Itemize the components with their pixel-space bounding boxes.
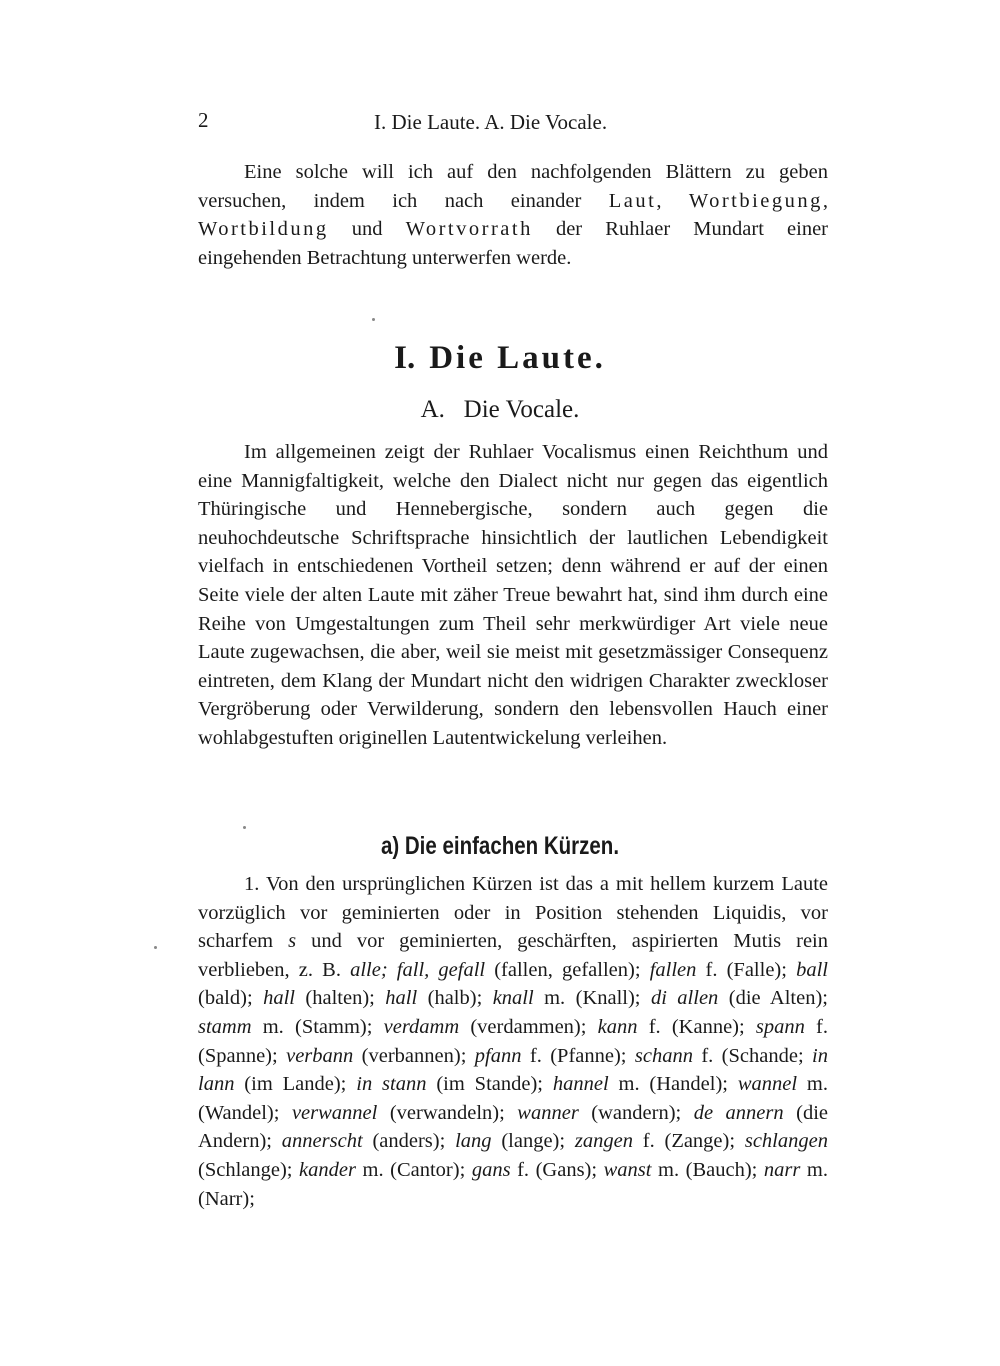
rule-1-dialect-form: hall bbox=[263, 987, 295, 1010]
rule-1-dialect-form: s bbox=[288, 930, 297, 953]
rule-1-text-run: m. (Knall); bbox=[533, 987, 651, 1010]
rule-1-dialect-form: kander bbox=[299, 1158, 356, 1181]
rule-1-dialect-form: verdamm bbox=[383, 1015, 460, 1038]
rule-1-dialect-form: pfann bbox=[474, 1044, 522, 1067]
intro-text-run: und bbox=[328, 218, 406, 241]
rule-1-dialect-form: narr bbox=[763, 1158, 801, 1181]
rule-1-text-run: (halten); bbox=[294, 987, 386, 1010]
section-letter: A. bbox=[420, 396, 445, 423]
print-speck bbox=[372, 318, 375, 321]
page-header bbox=[198, 108, 828, 138]
rule-1-text-run: m. (Cantor); bbox=[355, 1158, 472, 1181]
chapter-heading bbox=[0, 340, 1000, 377]
rule-1-text-run: m. (Bauch); bbox=[651, 1158, 764, 1181]
rule-1-text-run: f. (Kanne); bbox=[637, 1015, 756, 1038]
rule-1-dialect-form: verwannel bbox=[291, 1101, 378, 1124]
vocalism-paragraph-block bbox=[198, 438, 828, 753]
rule-1-text-run: m. (Handel); bbox=[608, 1073, 738, 1096]
intro-emphasized-term: Wortvorrath bbox=[405, 218, 533, 241]
rule-1-text-run: m. (Wandel); bbox=[198, 1073, 828, 1124]
rule-1-text-run: m. (Narr); bbox=[198, 1158, 828, 1210]
rule-1-dialect-form: de annern bbox=[693, 1101, 784, 1124]
rule-1-text-run: und vor geminierten, geschärften, aspirierten Mutis rein verblieben, z. B. bbox=[198, 930, 829, 981]
rule-1-dialect-form: schlangen bbox=[744, 1130, 828, 1153]
intro-text-run: , bbox=[656, 189, 689, 212]
subsection-heading: a) Die einfachen Kürzen. bbox=[380, 832, 620, 860]
rule-1-text-run: (anders); bbox=[362, 1130, 456, 1153]
rule-1-text-run: (verwandeln); bbox=[377, 1101, 518, 1124]
rule-1-text-run: (halb); bbox=[417, 987, 493, 1010]
rule-1-text-run: (die Andern); bbox=[198, 1101, 828, 1153]
intro-text-run: , bbox=[822, 189, 829, 212]
intro-text-run: Eine solche will ich auf den nachfolgenden Blättern zu geben versuchen, indem ich nach einander bbox=[198, 161, 828, 212]
vocalism-paragraph: Im allgemeinen zeigt der Ruhlaer Vocalismus einen Reichthum und eine Mannigfaltigkeit, welche den Dialect nicht nur gegen das eigentlich Thüringische und Hennebergische, sondern auch gegen die neuhochdeutsche Schriftsprache hinsichtlich der lautlichen Lebendigkeit vielfach in entschiedenen Vortheil setzen; denn während er auf der einen Seite viele der alten Laute mit zäher Treue bewahrt hat, sind ihm durch eine Reihe von Umgestaltungen zum Theil sehr merkwürdiger Art viele neue Laute zugewachsen, die aber, weil sie meist mit gesetzmässiger Consequenz eintreten, dem Klang der Mundart nicht den widrigen Charakter zweckloser Vergröberung oder Verwilderung, sondern den lebensvollen Hauch einer wohlabgestuften originellen Lautentwickelung verleihen. bbox=[198, 441, 828, 749]
rule-1-text-run: f. (Zange); bbox=[632, 1130, 745, 1153]
rule-1-dialect-form: wanner bbox=[517, 1101, 579, 1124]
rule-1-dialect-form: gans bbox=[471, 1158, 511, 1181]
rule-1-dialect-form: spann bbox=[755, 1015, 805, 1038]
print-speck bbox=[243, 826, 246, 829]
rule-1-dialect-form: lang bbox=[455, 1130, 492, 1153]
section-heading bbox=[0, 396, 1000, 424]
rule-1-dialect-form: stamm bbox=[198, 1015, 252, 1038]
page-number: 2 bbox=[198, 108, 209, 132]
intro-emphasized-term: Wortbildung bbox=[198, 218, 329, 241]
section-title: Die Vocale. bbox=[463, 396, 580, 423]
rule-1-dialect-form: wannel bbox=[737, 1073, 798, 1096]
rule-1-text-run: (wandern); bbox=[578, 1101, 694, 1124]
rule-1-text-run: (im Lande); bbox=[234, 1073, 357, 1096]
rule-1-dialect-form: hannel bbox=[552, 1073, 609, 1096]
intro-emphasized-term: Wortbiegung bbox=[688, 189, 823, 212]
rule-1-dialect-form: alle; fall, gefall bbox=[350, 958, 486, 981]
rule-1-dialect-form: hall bbox=[385, 987, 418, 1010]
rule-1-dialect-form: schann bbox=[634, 1044, 693, 1067]
rule-1-text-run: f. (Falle); bbox=[696, 958, 797, 981]
rule-1-dialect-form: kann bbox=[597, 1015, 638, 1038]
rule-1-text-run: (verbannen); bbox=[353, 1044, 475, 1067]
rule-1-dialect-form: knall bbox=[492, 987, 534, 1010]
running-head: I. Die Laute. A. Die Vocale. bbox=[374, 110, 608, 134]
rule-1-dialect-form: annerscht bbox=[281, 1130, 363, 1153]
rule-1-dialect-form: in lann bbox=[198, 1044, 828, 1096]
intro-paragraph-block bbox=[198, 158, 828, 272]
rule-1-dialect-form: ball bbox=[796, 958, 828, 981]
rule-1-text-run: f. (Schande; bbox=[692, 1044, 813, 1067]
rule-1-dialect-form: wanst bbox=[603, 1158, 652, 1181]
rule-1-text-run: (lange); bbox=[491, 1130, 575, 1153]
rule-1-text-run: f. (Pfanne); bbox=[521, 1044, 635, 1067]
rule-1-paragraph-block bbox=[198, 870, 828, 1213]
rule-1-dialect-form: verbann bbox=[286, 1044, 354, 1067]
intro-text-run: der Ruhlaer Mundart einer eingehenden Betrachtung unterwerfen werde. bbox=[198, 218, 828, 269]
rule-1-dialect-form: in stann bbox=[356, 1073, 427, 1096]
rule-1-text-run: (die Alten); bbox=[718, 987, 828, 1010]
rule-1-dialect-form: zangen bbox=[574, 1130, 633, 1153]
chapter-numeral: I. bbox=[394, 340, 416, 376]
rule-1-text-run: f. (Gans); bbox=[510, 1158, 604, 1181]
rule-1-text-run: (Schlange); bbox=[198, 1158, 300, 1181]
intro-emphasized-term: Laut bbox=[608, 189, 657, 212]
rule-1-dialect-form: di allen bbox=[650, 987, 719, 1010]
rule-1-text-run: (verdammen); bbox=[459, 1015, 598, 1038]
rule-1-paragraph bbox=[198, 870, 828, 1213]
rule-1-text-run: (im Stande); bbox=[426, 1073, 553, 1096]
rule-1-text-run: (bald); bbox=[198, 987, 264, 1010]
print-speck bbox=[154, 946, 157, 949]
intro-paragraph bbox=[198, 158, 828, 272]
rule-1-text-run: 1. Von den ursprünglichen Kürzen ist das a mit hellem kurzem Laute vorzüglich vor geminierten oder in Position stehenden Liquidis, vor scharfem bbox=[198, 873, 828, 953]
rule-1-text-run: (fallen, gefallen); bbox=[485, 958, 650, 981]
rule-1-text-run: m. (Stamm); bbox=[251, 1015, 384, 1038]
chapter-title: Die Laute. bbox=[429, 340, 606, 376]
rule-1-text-run: f. (Spanne); bbox=[198, 1015, 829, 1067]
rule-1-dialect-form: fallen bbox=[649, 958, 697, 981]
